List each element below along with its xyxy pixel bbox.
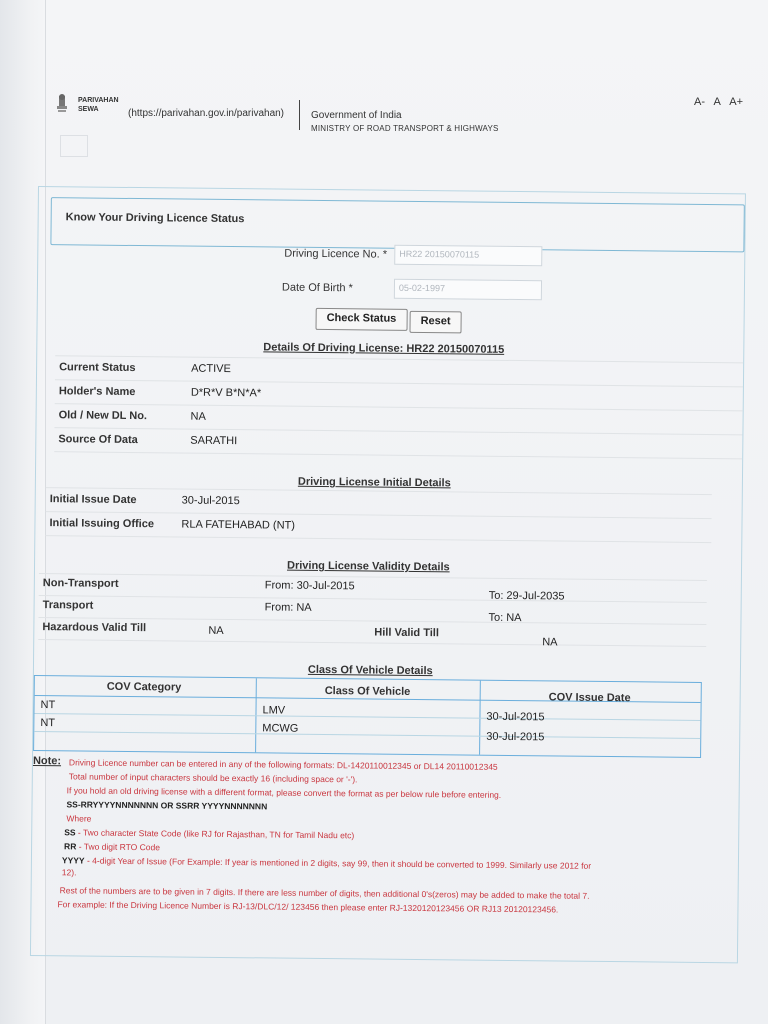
- panel-title: Know Your Driving Licence Status: [65, 211, 245, 226]
- parivahan-logo-text: PARIVAHAN SEWA: [78, 97, 119, 113]
- hill-valid-label: Hill Valid Till: [374, 626, 439, 640]
- validity-details-title: Driving License Validity Details: [286, 559, 450, 574]
- initial-details-table: [45, 487, 711, 544]
- holder-name-value: D*R*V B*N*A*: [190, 386, 262, 400]
- initial-issue-date-label: Initial Issue Date: [49, 493, 137, 507]
- note-line: Total number of input characters should be exactly 16 (including space or '-').: [68, 771, 358, 785]
- note-line: Driving Licence number can be entered in any of the following formats: DL-1420110012345 or DL14 20110012345: [68, 757, 498, 772]
- cov-category-cell: NT: [40, 717, 56, 730]
- font-decrease-button[interactable]: A-: [694, 96, 705, 108]
- blank-placeholder-box: [60, 135, 88, 157]
- initial-issue-date-value: 30-Jul-2015: [181, 494, 240, 508]
- note-line: 12).: [61, 867, 77, 878]
- check-status-button[interactable]: Check Status: [316, 308, 408, 331]
- source-of-data-label: Source Of Data: [58, 433, 138, 447]
- cov-header-class: Class Of Vehicle: [324, 685, 411, 698]
- cov-issue-date-cell: 30-Jul-2015: [486, 730, 545, 744]
- dl-status-panel: [30, 186, 746, 963]
- site-header: [54, 92, 754, 142]
- old-new-dl-value: NA: [190, 410, 206, 423]
- cov-details-title: Class Of Vehicle Details: [307, 663, 433, 678]
- note-line: Rest of the numbers are to be given in 7 digits. If there are less number of digits, then additional 0's(zeros) may be added to make the total 7.: [59, 885, 590, 901]
- header-divider: [299, 100, 300, 130]
- hazardous-value: NA: [208, 624, 224, 637]
- cov-class-cell: MCWG: [262, 722, 299, 735]
- transport-label: Transport: [42, 599, 94, 612]
- non-transport-to: To: 29-Jul-2035: [488, 589, 565, 603]
- note-line-yyyy: YYYY - 4-digit Year of Issue (For Example: If year is mentioned in 2 digits, say 99, then it should be converted to 1999. Similarly use 2012 for: [61, 855, 592, 871]
- hazardous-label: Hazardous Valid Till: [42, 621, 147, 635]
- font-normal-button[interactable]: A: [713, 96, 721, 108]
- cov-table: [33, 675, 702, 758]
- font-size-controls: [694, 96, 749, 108]
- source-of-data-value: SARATHI: [190, 434, 238, 448]
- initial-issuing-office-label: Initial Issuing Office: [49, 517, 155, 531]
- ministry-title: MINISTRY OF ROAD TRANSPORT & HIGHWAYS: [311, 124, 499, 133]
- government-title: Government of India: [311, 110, 402, 121]
- transport-to: To: NA: [488, 611, 522, 625]
- note-format-line: SS-RRYYYYNNNNNNN OR SSRR YYYYNNNNNNN: [66, 799, 268, 812]
- dob-label: Date Of Birth *: [281, 281, 353, 295]
- reset-button[interactable]: Reset: [409, 311, 461, 334]
- details-title: Details Of Driving License: HR22 20150070115: [263, 341, 505, 356]
- note-heading: Note:: [32, 754, 62, 768]
- cov-class-cell: LMV: [262, 704, 286, 717]
- transport-from: From: NA: [264, 601, 312, 614]
- note-line-rr: RR - Two digit RTO Code: [64, 841, 161, 853]
- old-new-dl-label: Old / New DL No.: [58, 409, 148, 423]
- initial-details-title: Driving License Initial Details: [297, 475, 451, 490]
- dl-number-label: Driving Licence No. *: [284, 247, 388, 261]
- note-line: For example: If the Driving Licence Number is RJ-13/DLC/12/ 123456 then please enter RJ-1320120123456 OR RJ13 20120123456.: [57, 899, 559, 915]
- site-url[interactable]: (https://parivahan.gov.in/parivahan): [128, 108, 285, 119]
- cov-category-cell: NT: [40, 699, 56, 712]
- font-increase-button[interactable]: A+: [729, 96, 744, 108]
- non-transport-from: From: 30-Jul-2015: [264, 579, 355, 593]
- holder-name-label: Holder's Name: [58, 385, 136, 399]
- hill-valid-value: NA: [542, 636, 558, 649]
- initial-issuing-office-value: RLA FATEHABAD (NT): [181, 518, 296, 532]
- note-line: If you hold an old driving license with a different format, please convert the format as per below rule before entering.: [66, 785, 502, 800]
- note-line-ss: SS - Two character State Code (like RJ for Rajasthan, TN for Tamil Nadu etc): [64, 827, 355, 841]
- dl-number-input[interactable]: HR22 20150070115: [394, 245, 542, 267]
- non-transport-label: Non-Transport: [42, 577, 119, 590]
- validity-details-table: [38, 573, 707, 650]
- current-status-label: Current Status: [59, 361, 136, 375]
- dob-input[interactable]: 05-02-1997: [394, 279, 542, 301]
- cov-header-issue-date: COV Issue Date: [548, 691, 631, 705]
- cov-issue-date-cell: 30-Jul-2015: [486, 710, 545, 724]
- current-status-value: ACTIVE: [191, 362, 231, 376]
- details-table: [54, 355, 743, 462]
- note-line: Where: [66, 813, 92, 824]
- national-emblem-icon: [54, 94, 70, 114]
- cov-header-category: COV Category: [106, 680, 182, 694]
